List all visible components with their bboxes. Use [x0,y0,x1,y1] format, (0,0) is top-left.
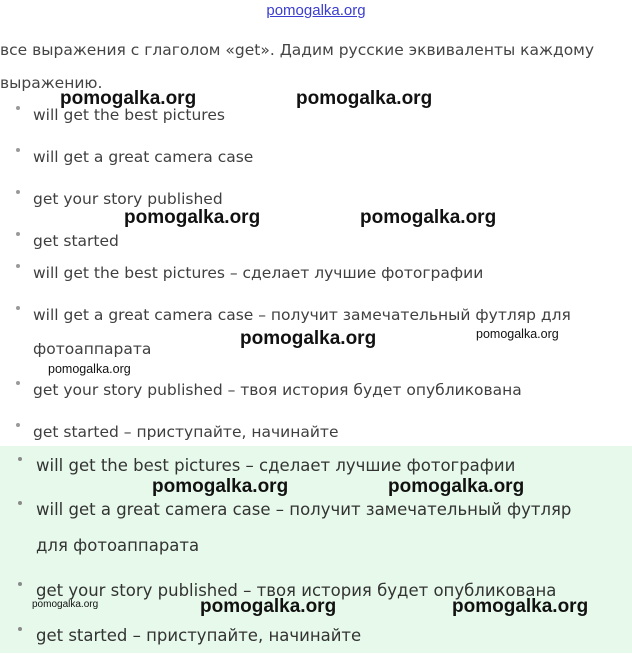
watermark: pomogalka.org [124,207,261,228]
list-item-text: will get a great camera case – получит замечательный футляр для фотоаппарата [33,306,571,358]
watermark: pomogalka.org [200,596,337,617]
bullet-icon [18,457,22,461]
bullet-icon [18,582,22,586]
bullet-icon [16,106,20,110]
bullet-icon [16,381,20,385]
list-item-text: will get the best pictures – сделает лучшие фотографии [36,456,516,475]
watermark: pomogalka.org [388,476,525,497]
list-item-text: will get the best pictures – сделает лучшие фотографии [33,264,484,282]
list-item-text: get your story published – твоя история будет опубликована [36,581,557,600]
watermark: pomogalka.org [240,328,377,349]
bullet-icon [16,232,20,236]
list-item-text: get your story published – твоя история будет опубликована [33,381,522,399]
watermark: pomogalka.org [296,88,433,109]
bullet-icon [16,190,20,194]
bullet-icon [16,264,20,268]
watermark: pomogalka.org [360,207,497,228]
answer-box [0,446,632,653]
list-item-text: will get the best pictures [33,106,225,124]
bullet-icon [18,627,22,631]
watermark: pomogalka.org [452,596,589,617]
watermark: pomogalka.org [32,599,99,610]
bullet-icon [16,148,20,152]
list-item-text: get started [33,232,119,250]
list-item-text: get your story published [33,190,223,208]
bullet-icon [16,306,20,310]
list-item-text: will get a great camera case [33,148,254,166]
watermark: pomogalka.org [48,362,131,376]
watermark: pomogalka.org [152,476,289,497]
watermark: pomogalka.org [60,88,197,109]
bullet-icon [16,423,20,427]
list-item-text: get started – приступайте, начинайте [36,626,362,645]
bullet-icon [18,501,22,505]
list-item-text: get started – приступайте, начинайте [33,423,339,441]
list-item-text: will get a great camera case – получит замечательный футляр для фотоаппарата [36,500,572,555]
watermark: pomogalka.org [476,327,559,341]
site-header-link[interactable]: pomogalka.org [266,2,366,19]
intro-paragraph: все выражения с глаголом «get». Дадим русские эквиваленты каждому выражению. [0,41,595,92]
